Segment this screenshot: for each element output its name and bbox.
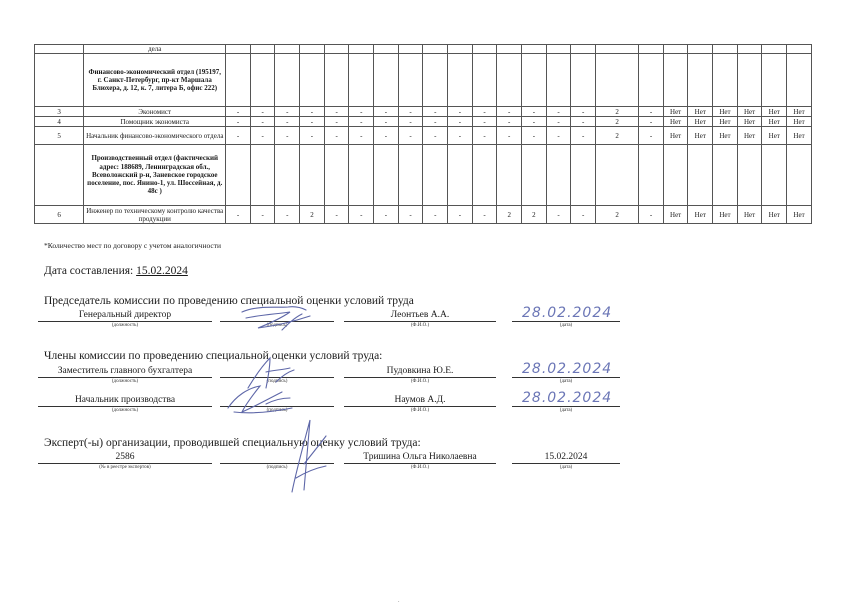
- fio-caption: (Ф.И.О.): [410, 465, 430, 470]
- table-cell: -: [275, 206, 300, 224]
- table-cell: -: [639, 117, 664, 127]
- member-2-signature-icon: [222, 378, 312, 418]
- member-1-handwritten-date: 28.02.2024: [522, 361, 613, 377]
- table-cell: -: [571, 107, 596, 117]
- member-2-name-field: [344, 394, 496, 414]
- table-cell: [226, 45, 251, 54]
- section-title-production: Производственный отдел (фактический адрес: 188689, Ленинградская обл., Всеволожский р-н, Заневское городское поселение, пос. Янино-1, ул. Шоссейная, д. 48с ): [84, 145, 226, 206]
- table-cell: -: [250, 206, 275, 224]
- table-row: [35, 107, 812, 117]
- compilation-date-label: Дата составления:: [44, 265, 134, 277]
- table-cell: [423, 45, 448, 54]
- scan-mark: .: [398, 598, 400, 604]
- member-1-position: Заместитель главного бухгалтера: [38, 365, 212, 378]
- expert-heading: Эксперт(-ы) организации, проводившей специальную оценку условий труда:: [44, 437, 421, 449]
- table-cell: [423, 54, 448, 107]
- table-cell: [522, 54, 547, 107]
- fio-caption: (Ф.И.О.): [410, 408, 430, 413]
- table-cell: -: [226, 206, 251, 224]
- table-cell: -: [275, 117, 300, 127]
- section-title-finance: Финансово-экономический отдел (195197, г. Санкт-Петербург, пр-кт Маршала Блюхера, д. 12, к. 7, литера Б, офис 222): [84, 54, 226, 107]
- table-cell: [300, 45, 325, 54]
- table-cell: -: [226, 117, 251, 127]
- date-caption: (дата): [559, 408, 573, 413]
- table-cell: -: [546, 107, 571, 117]
- member-2-position-field: [38, 394, 212, 414]
- table-cell: 2: [596, 107, 639, 117]
- table-cell: Нет: [787, 127, 812, 145]
- table-cell: -: [398, 206, 423, 224]
- table-cell: [596, 145, 639, 206]
- table-cell: Нет: [663, 107, 688, 117]
- date-caption: (дата): [559, 379, 573, 384]
- table-cell: -: [349, 127, 374, 145]
- table-cell: -: [374, 206, 399, 224]
- table-cell: [448, 45, 473, 54]
- table-cell: -: [448, 206, 473, 224]
- table-cell: [374, 45, 399, 54]
- table-cell: [324, 145, 349, 206]
- table-cell: -: [349, 206, 374, 224]
- table-cell: -: [250, 117, 275, 127]
- assessment-table: [34, 44, 812, 224]
- table-cell: Нет: [787, 107, 812, 117]
- table-cell: [688, 145, 713, 206]
- table-cell: [737, 45, 762, 54]
- table-cell: [349, 145, 374, 206]
- table-cell: -: [226, 107, 251, 117]
- row-number-cell: 6: [35, 206, 84, 224]
- table-cell: Нет: [737, 117, 762, 127]
- table-cell: -: [324, 127, 349, 145]
- table-cell: [250, 145, 275, 206]
- table-cell: [713, 45, 738, 54]
- expert-registry-number: 2586: [38, 451, 212, 464]
- footnote: *Количество мест по договору с учетом аналогичности: [44, 241, 222, 250]
- table-cell: -: [571, 127, 596, 145]
- table-cell: [349, 45, 374, 54]
- table-cell: Нет: [713, 127, 738, 145]
- table-cell: Нет: [688, 206, 713, 224]
- position-caption: (должность): [111, 323, 139, 328]
- table-cell: [497, 45, 522, 54]
- table-cell: -: [226, 127, 251, 145]
- table-cell: [787, 145, 812, 206]
- fio-caption: (Ф.И.О.): [410, 323, 430, 328]
- table-cell: -: [472, 206, 497, 224]
- table-cell: Нет: [713, 206, 738, 224]
- table-cell: -: [275, 127, 300, 145]
- table-cell: [596, 45, 639, 54]
- signature-caption: (подпись): [266, 379, 288, 384]
- table-cell: [35, 145, 84, 206]
- table-cell: [374, 54, 399, 107]
- table-cell: [639, 145, 664, 206]
- table-cell: Нет: [737, 206, 762, 224]
- table-cell: [275, 45, 300, 54]
- table-cell: -: [546, 127, 571, 145]
- table-cell: [639, 54, 664, 107]
- table-cell: [398, 145, 423, 206]
- table-cell: [374, 145, 399, 206]
- table-cell: [762, 145, 787, 206]
- table-cell: Нет: [737, 127, 762, 145]
- table-cell: [472, 145, 497, 206]
- row-number-cell: 4: [35, 117, 84, 127]
- table-cell: [497, 145, 522, 206]
- table-cell: [639, 45, 664, 54]
- chairman-name-field: [344, 309, 496, 329]
- expert-date: 15.02.2024: [512, 451, 620, 464]
- date-caption: (дата): [559, 323, 573, 328]
- table-cell: -: [571, 117, 596, 127]
- table-cell: 2: [497, 206, 522, 224]
- table-cell: [226, 54, 251, 107]
- table-cell: -: [398, 107, 423, 117]
- table-cell: 2: [596, 127, 639, 145]
- position-caption: (должность): [111, 408, 139, 413]
- table-cell: Нет: [688, 127, 713, 145]
- table-cell: Нет: [737, 107, 762, 117]
- table-cell: [300, 145, 325, 206]
- table-cell: [324, 45, 349, 54]
- row-name-cell: Помощник экономиста: [84, 117, 226, 127]
- section-row-production: [35, 145, 812, 206]
- table-cell: Нет: [688, 117, 713, 127]
- chairman-position-field: [38, 309, 212, 329]
- table-cell: -: [300, 117, 325, 127]
- table-cell: -: [349, 117, 374, 127]
- table-cell: -: [639, 127, 664, 145]
- expert-registry-field: [38, 451, 212, 471]
- table-cell: -: [546, 206, 571, 224]
- row-name-cell: Инженер по техническому контролю качества продукции: [84, 206, 226, 224]
- table-cell: -: [571, 206, 596, 224]
- table-cell: Нет: [663, 117, 688, 127]
- row-name-cell: Начальник финансово-экономического отдела: [84, 127, 226, 145]
- table-cell: Нет: [663, 127, 688, 145]
- table-row: [35, 127, 812, 145]
- table-cell: -: [497, 127, 522, 145]
- section-row-finance: [35, 54, 812, 107]
- table-cell: -: [374, 107, 399, 117]
- table-cell: [398, 45, 423, 54]
- table-cell: -: [639, 206, 664, 224]
- table-cell: [522, 45, 547, 54]
- table-cell: [787, 45, 812, 54]
- member-1-position-field: [38, 365, 212, 385]
- member-1-name-field: [344, 365, 496, 385]
- table-cell: [250, 54, 275, 107]
- table-cell: -: [324, 117, 349, 127]
- table-cell: -: [522, 117, 547, 127]
- table-cell: Нет: [762, 117, 787, 127]
- table-cell: [35, 54, 84, 107]
- table-cell: -: [300, 127, 325, 145]
- table-cell: [596, 54, 639, 107]
- chairman-heading: Председатель комиссии по проведению специальной оценки условий труда: [44, 295, 414, 307]
- table-cell: -: [300, 107, 325, 117]
- chairman-signature-icon: [236, 302, 318, 336]
- table-cell: [472, 54, 497, 107]
- table-cell: -: [522, 127, 547, 145]
- row-number-cell: 5: [35, 127, 84, 145]
- table-cell: [762, 45, 787, 54]
- table-cell: Нет: [787, 206, 812, 224]
- table-cell: -: [349, 107, 374, 117]
- row-name-cell: Экономист: [84, 107, 226, 117]
- table-cell: [737, 54, 762, 107]
- table-cell: [571, 45, 596, 54]
- signature-caption: (подпись): [266, 408, 288, 413]
- table-cell: -: [374, 117, 399, 127]
- table-cell: [324, 54, 349, 107]
- table-cell: [762, 54, 787, 107]
- table-cell: -: [324, 206, 349, 224]
- table-cell: [250, 45, 275, 54]
- table-cell: [398, 54, 423, 107]
- table-cell: Нет: [762, 107, 787, 117]
- table-cell: -: [398, 127, 423, 145]
- table-cell: [713, 145, 738, 206]
- table-cell: [546, 145, 571, 206]
- table-cell: -: [423, 117, 448, 127]
- table-cell: -: [472, 117, 497, 127]
- table-cell: -: [472, 107, 497, 117]
- signature-caption: (подпись): [266, 323, 288, 328]
- table-cell: [737, 145, 762, 206]
- table-cell: -: [250, 127, 275, 145]
- table-row: [35, 45, 812, 54]
- expert-signature-icon: [282, 414, 332, 496]
- table-cell: -: [448, 117, 473, 127]
- table-cell: -: [522, 107, 547, 117]
- table-cell: -: [448, 127, 473, 145]
- table-cell: -: [472, 127, 497, 145]
- table-cell: [448, 145, 473, 206]
- table-cell: Нет: [688, 107, 713, 117]
- table-cell: Нет: [713, 117, 738, 127]
- table-cell: [300, 54, 325, 107]
- table-cell: [522, 145, 547, 206]
- table-cell: -: [423, 206, 448, 224]
- table-cell: -: [448, 107, 473, 117]
- chairman-handwritten-date: 28.02.2024: [522, 305, 613, 321]
- table-cell: [546, 54, 571, 107]
- table-cell: [497, 54, 522, 107]
- table-cell: -: [374, 127, 399, 145]
- table-cell: -: [398, 117, 423, 127]
- table-row: [35, 206, 812, 224]
- row-name-cell: дела: [84, 45, 226, 54]
- table-cell: [275, 54, 300, 107]
- table-cell: -: [275, 107, 300, 117]
- table-cell: [448, 54, 473, 107]
- table-cell: -: [250, 107, 275, 117]
- table-cell: [35, 45, 84, 54]
- chairman-name: Леонтьев А.А.: [344, 309, 496, 322]
- table-cell: -: [546, 117, 571, 127]
- table-cell: -: [324, 107, 349, 117]
- table-cell: Нет: [713, 107, 738, 117]
- table-cell: [226, 145, 251, 206]
- expert-date-field: [512, 451, 620, 471]
- registry-caption: (№ в реестре экспертов): [99, 465, 151, 470]
- table-cell: [688, 54, 713, 107]
- chairman-position: Генеральный директор: [38, 309, 212, 322]
- table-cell: Нет: [787, 117, 812, 127]
- table-cell: -: [639, 107, 664, 117]
- expert-name-field: [344, 451, 496, 471]
- table-cell: [546, 45, 571, 54]
- table-cell: [275, 145, 300, 206]
- row-number-cell: 3: [35, 107, 84, 117]
- table-cell: -: [423, 107, 448, 117]
- table-cell: [663, 145, 688, 206]
- compilation-date: [44, 265, 188, 277]
- table-cell: 2: [596, 206, 639, 224]
- table-cell: 2: [596, 117, 639, 127]
- members-heading: Члены комиссии по проведению специальной оценки условий труда:: [44, 350, 383, 362]
- table-cell: -: [497, 117, 522, 127]
- table-row: [35, 117, 812, 127]
- expert-name: Тришина Ольга Николаевна: [344, 451, 496, 464]
- table-cell: [472, 45, 497, 54]
- table-cell: -: [423, 127, 448, 145]
- member-1-name: Пудовкина Ю.Е.: [344, 365, 496, 378]
- table-cell: -: [497, 107, 522, 117]
- table-cell: [663, 45, 688, 54]
- table-cell: [663, 54, 688, 107]
- table-cell: Нет: [762, 206, 787, 224]
- table-cell: [423, 145, 448, 206]
- fio-caption: (Ф.И.О.): [410, 379, 430, 384]
- position-caption: (должность): [111, 379, 139, 384]
- table-cell: [571, 145, 596, 206]
- table-cell: Нет: [762, 127, 787, 145]
- member-2-name: Наумов А.Д.: [344, 394, 496, 407]
- table-cell: [349, 54, 374, 107]
- table-cell: 2: [300, 206, 325, 224]
- signature-caption: (подпись): [266, 465, 288, 470]
- compilation-date-value: 15.02.2024: [136, 265, 188, 277]
- table-cell: [688, 45, 713, 54]
- table-cell: Нет: [663, 206, 688, 224]
- table-cell: 2: [522, 206, 547, 224]
- table-cell: [787, 54, 812, 107]
- date-caption: (дата): [559, 465, 573, 470]
- member-2-position: Начальник производства: [38, 394, 212, 407]
- member-2-handwritten-date: 28.02.2024: [522, 390, 613, 406]
- table-cell: [713, 54, 738, 107]
- table-cell: [571, 54, 596, 107]
